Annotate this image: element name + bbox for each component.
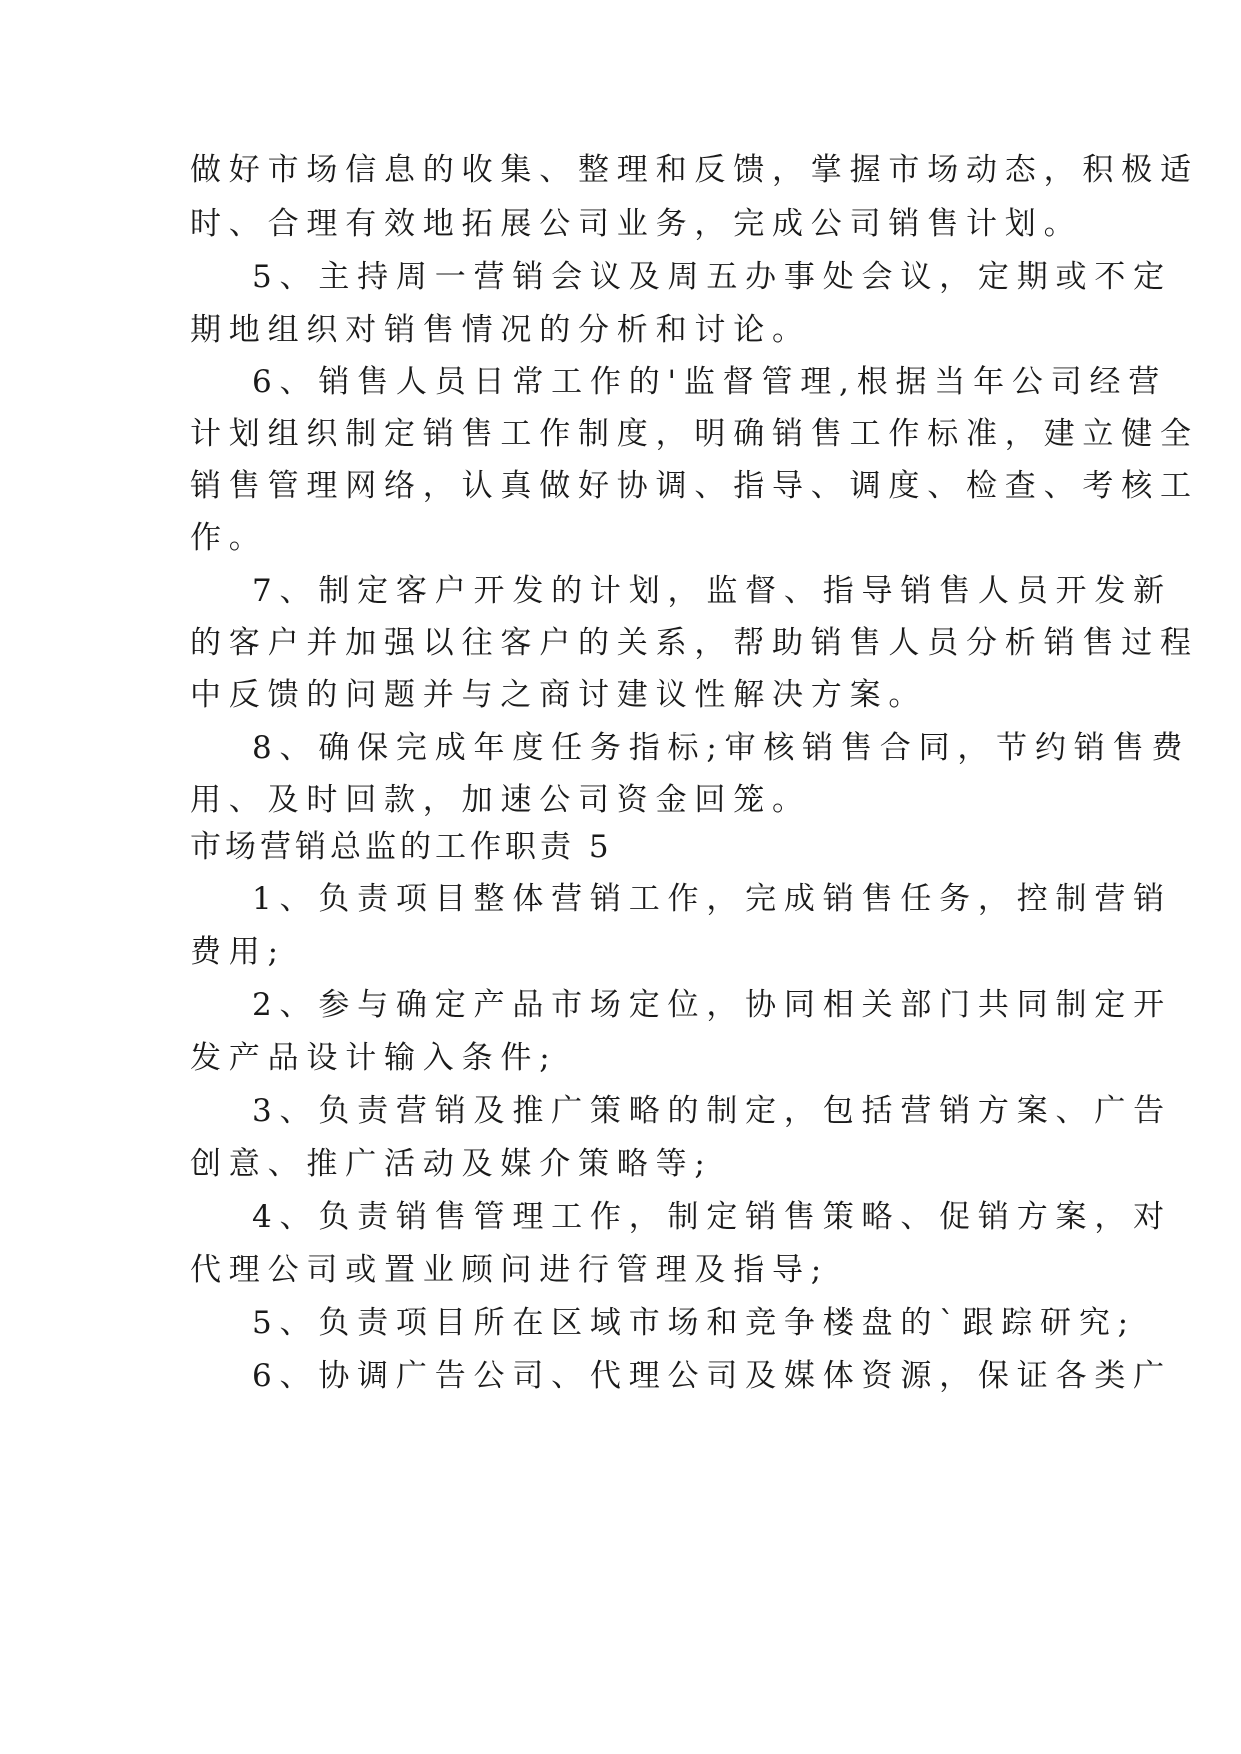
text-line: 作。: [190, 520, 268, 556]
text-line: 7、制定客户开发的计划，监督、指导销售人员开发新: [252, 573, 1172, 609]
text-line: 期地组织对销售情况的分析和讨论。: [190, 312, 811, 348]
text-line: 费用;: [190, 934, 286, 970]
text-line: 发产品设计输入条件;: [190, 1040, 558, 1076]
text-line: 代理公司或置业顾问进行管理及指导;: [190, 1252, 830, 1288]
text-line: 做好市场信息的收集、整理和反馈，掌握市场动态，积极适: [190, 152, 1199, 188]
text-line: 3、负责营销及推广策略的制定，包括营销方案、广告: [252, 1093, 1172, 1129]
text-line: 创意、推广活动及媒介策略等;: [190, 1146, 713, 1182]
text-line: 5、负责项目所在区域市场和竞争楼盘的`跟踪研究;: [252, 1305, 1136, 1341]
text-line: 用、及时回款，加速公司资金回笼。: [190, 782, 811, 818]
section-heading: 市场营销总监的工作职责 5: [190, 829, 613, 865]
text-line: 1、负责项目整体营销工作，完成销售任务，控制营销: [252, 881, 1172, 917]
text-line: 的客户并加强以往客户的关系，帮助销售人员分析销售过程: [190, 625, 1199, 661]
text-line: 8、确保完成年度任务指标;审核销售合同，节约销售费: [252, 730, 1191, 766]
text-line: 5、主持周一营销会议及周五办事处会议，定期或不定: [252, 259, 1172, 295]
text-line: 6、销售人员日常工作的'监督管理,根据当年公司经营: [252, 364, 1168, 400]
text-line: 销售管理网络，认真做好协调、指导、调度、检查、考核工: [190, 468, 1199, 504]
text-line: 时、合理有效地拓展公司业务，完成公司销售计划。: [190, 206, 1083, 242]
text-line: 2、参与确定产品市场定位，协同相关部门共同制定开: [252, 987, 1172, 1023]
text-line: 计划组织制定销售工作制度，明确销售工作标准，建立健全: [190, 416, 1199, 452]
text-line: 4、负责销售管理工作，制定销售策略、促销方案，对: [252, 1199, 1172, 1235]
text-line: 中反馈的问题并与之商讨建议性解决方案。: [190, 677, 928, 713]
text-line: 6、协调广告公司、代理公司及媒体资源，保证各类广: [252, 1358, 1172, 1394]
